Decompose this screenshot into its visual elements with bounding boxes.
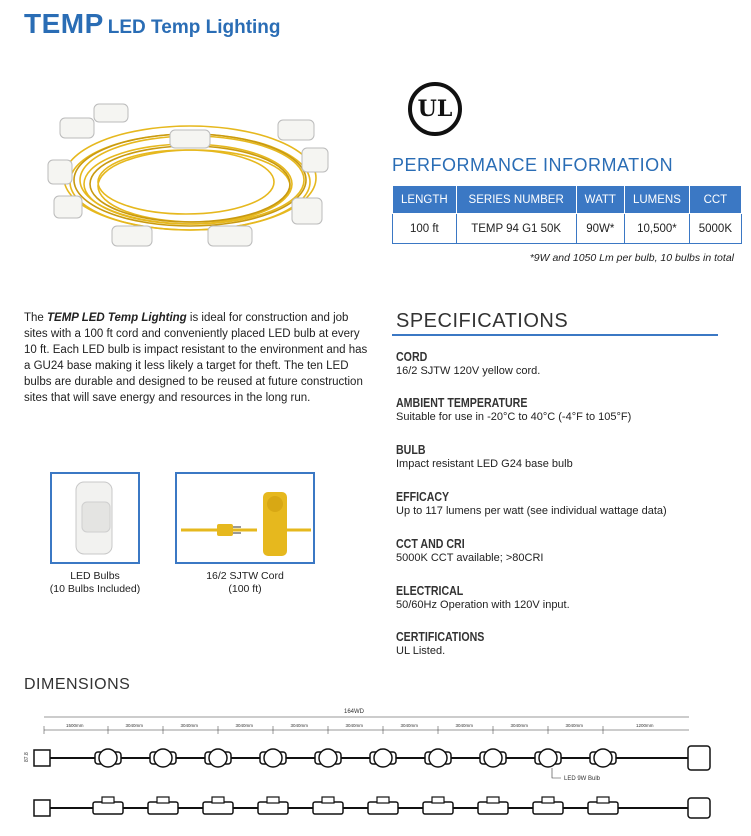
performance-title: PERFORMANCE INFORMATION — [392, 155, 674, 175]
dim-segment-label: 1500mm — [66, 723, 84, 728]
performance-footnote: *9W and 1050 Lm per bulb, 10 bulbs in total — [529, 252, 734, 264]
spec-heading: CORD — [396, 350, 428, 364]
cell-series-number: TEMP 94 G1 50K — [456, 214, 576, 244]
spec-electrical — [396, 584, 736, 611]
dim-segment-label: 3040mm — [180, 723, 199, 728]
dim-bulb-label: LED 9W Bulb — [564, 776, 601, 782]
bulb-top-view — [319, 749, 337, 767]
bulb-top-view — [484, 749, 502, 767]
dim-segment-label: 3040mm — [510, 723, 529, 728]
bulb-top-view — [264, 749, 282, 767]
title-brand: TEMP — [24, 8, 104, 39]
caption-led-bulbs — [40, 570, 150, 596]
dim-segment-label: 3040mm — [565, 723, 584, 728]
spec-heading: ELECTRICAL — [396, 584, 464, 598]
bulb-side-view — [93, 802, 123, 814]
performance-table — [392, 185, 742, 244]
bulb-top-view — [374, 749, 392, 767]
bulb-side-view — [423, 802, 453, 814]
dim-segment-label: 3040mm — [290, 723, 309, 728]
spec-certifications — [396, 630, 736, 657]
cell-length: 100 ft — [393, 214, 457, 244]
plug-end — [34, 750, 50, 766]
spec-bulb — [396, 443, 736, 470]
dim-height-label: 87.8 — [24, 752, 30, 762]
spec-text: 5000K CCT available; >80CRI — [396, 552, 544, 564]
thumb-led-bulb — [50, 472, 140, 564]
bulb-top-view — [99, 749, 117, 767]
bulb-side-view — [258, 802, 288, 814]
spec-cord — [396, 350, 736, 377]
product-image — [40, 100, 340, 260]
bulb-side-view — [313, 802, 343, 814]
dim-segment-label: 3040mm — [455, 723, 474, 728]
spec-text: Suitable for use in -20°C to 40°C (-4°F to 105°F) — [396, 411, 632, 423]
dim-top-row — [34, 746, 710, 770]
spec-heading: BULB — [396, 443, 426, 457]
spec-heading: CERTIFICATIONS — [396, 630, 485, 644]
col-lumens: LUMENS — [624, 186, 689, 214]
col-watt: WATT — [576, 186, 624, 214]
caption-line: LED Bulbs — [70, 570, 120, 582]
dim-segment-label: 3040mm — [125, 723, 144, 728]
bulb-cap — [267, 797, 279, 803]
bulb-cap — [102, 797, 114, 803]
bulb-top-view — [154, 749, 172, 767]
spec-efficacy — [396, 490, 736, 517]
col-series-number: SERIES NUMBER — [456, 186, 576, 214]
dim-bulb-leader — [552, 768, 561, 778]
page-title — [24, 8, 281, 40]
specifications-title: SPECIFICATIONS — [396, 310, 569, 332]
col-cct: CCT — [689, 186, 741, 214]
title-product: LED Temp Lighting — [107, 17, 281, 38]
spec-text: 16/2 SJTW 120V yellow cord. — [396, 365, 541, 377]
thumb-cord — [175, 472, 315, 564]
bulb-cap — [432, 797, 444, 803]
dim-total-label: 164WD — [344, 709, 365, 715]
caption-cord — [175, 570, 315, 596]
spec-text: Up to 117 lumens per watt (see individual wattage data) — [396, 505, 667, 517]
bulb-top-view — [209, 749, 227, 767]
bulb-cap — [322, 797, 334, 803]
dimensions-title: DIMENSIONS — [24, 676, 131, 693]
plug-end — [34, 800, 50, 816]
cell-cct: 5000K — [689, 214, 741, 244]
col-length: LENGTH — [393, 186, 457, 214]
dim-segment-label: 3040mm — [400, 723, 419, 728]
led-bulb-image — [52, 474, 138, 562]
bulb-cap — [597, 797, 609, 803]
caption-line: (10 Bulbs Included) — [49, 583, 141, 595]
caption-line: (100 ft) — [228, 583, 262, 595]
bulb-cap — [377, 797, 389, 803]
spec-text: Impact resistant LED G24 base bulb — [396, 458, 573, 470]
bulb-top-view — [539, 749, 557, 767]
dim-segment-label: 3040mm — [345, 723, 364, 728]
spec-cct-cri — [396, 537, 736, 564]
spec-ambient-temperature — [396, 396, 736, 423]
bulb-side-view — [368, 802, 398, 814]
specifications-divider — [392, 334, 718, 336]
bulb-top-view — [429, 749, 447, 767]
bulb-side-view — [588, 802, 618, 814]
cell-lumens: 10,500* — [624, 214, 689, 244]
bulb-top-view — [594, 749, 612, 767]
table-header-row — [393, 186, 742, 214]
dim-segment-label: 1200mm — [636, 723, 654, 728]
bulb-cap — [212, 797, 224, 803]
product-description — [24, 310, 374, 406]
bulb-side-view — [203, 802, 233, 814]
bulb-cap — [157, 797, 169, 803]
bulb-side-view — [533, 802, 563, 814]
spec-heading: CCT AND CRI — [396, 537, 465, 551]
caption-line: 16/2 SJTW Cord — [206, 570, 284, 582]
socket-end — [688, 746, 710, 770]
ul-listed-logo — [408, 82, 462, 136]
table-row — [393, 214, 742, 244]
bulb-cap — [542, 797, 554, 803]
socket-end — [688, 798, 710, 818]
bulb-cap — [487, 797, 499, 803]
desc-body: is ideal for construction and job sites with a 100 ft cord and conveniently placed LED bulb at every 10 ft. Each LED bulb is impact resistant to the environment and has a GU24 base making it less likely a target for theft. The ten LED bulbs are durable and designed to be reused at future construction sites that will save energy and resources in the long run. — [24, 312, 368, 404]
cord-image — [177, 474, 313, 562]
bulb-side-view — [478, 802, 508, 814]
desc-product-name: TEMP LED Temp Lighting — [47, 312, 187, 324]
spec-heading: AMBIENT TEMPERATURE — [396, 396, 528, 410]
dim-segment-label: 3040mm — [235, 723, 254, 728]
dimensions-drawing — [24, 700, 724, 830]
spec-text: 50/60Hz Operation with 120V input. — [396, 599, 570, 611]
cell-watt: 90W* — [576, 214, 624, 244]
ul-mark-text: UL — [417, 96, 453, 122]
desc-pre: The — [24, 312, 48, 324]
dim-bottom-row — [34, 797, 710, 818]
spec-text: UL Listed. — [396, 645, 446, 657]
bulb-side-view — [148, 802, 178, 814]
spec-heading: EFFICACY — [396, 490, 450, 504]
